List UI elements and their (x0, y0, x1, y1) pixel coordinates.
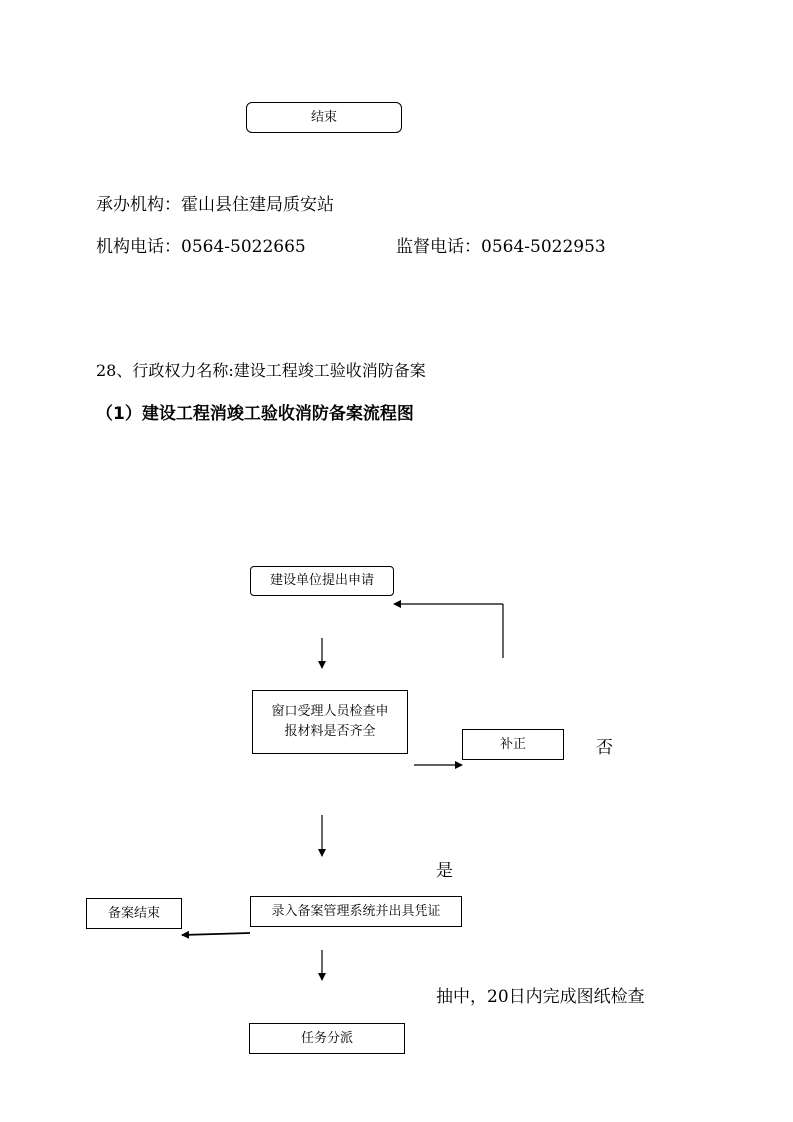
flowchart-title: （1）建设工程消竣工验收消防备案流程图 (96, 404, 414, 424)
item-title: 28、行政权力名称:建设工程竣工验收消防备案 (96, 361, 426, 380)
agency-text: 承办机构：霍山县住建局质安站 (96, 195, 334, 215)
record-label: 录入备案管理系统并出具凭证 (271, 903, 441, 919)
arrow-record-to-end (182, 933, 250, 935)
supervise-phone-text: 监督电话：0564-5022953 (396, 237, 606, 257)
check-label-line2: 报材料是否齐全 (284, 724, 376, 739)
no-label: 否 (596, 738, 613, 758)
assign-label: 任务分派 (300, 1030, 353, 1046)
apply-label: 建设单位提出申请 (269, 573, 374, 588)
spot-check-text: 抽中，20日内完成图纸检查 (436, 987, 645, 1007)
org-phone-text: 机构电话：0564-5022665 (96, 237, 306, 257)
check-label-line1: 窗口受理人员检查申 (271, 704, 389, 719)
record-end-label: 备案结束 (107, 905, 160, 921)
end-box-label: 结束 (310, 109, 337, 125)
yes-label: 是 (436, 861, 453, 881)
supplement-label: 补正 (499, 736, 526, 752)
